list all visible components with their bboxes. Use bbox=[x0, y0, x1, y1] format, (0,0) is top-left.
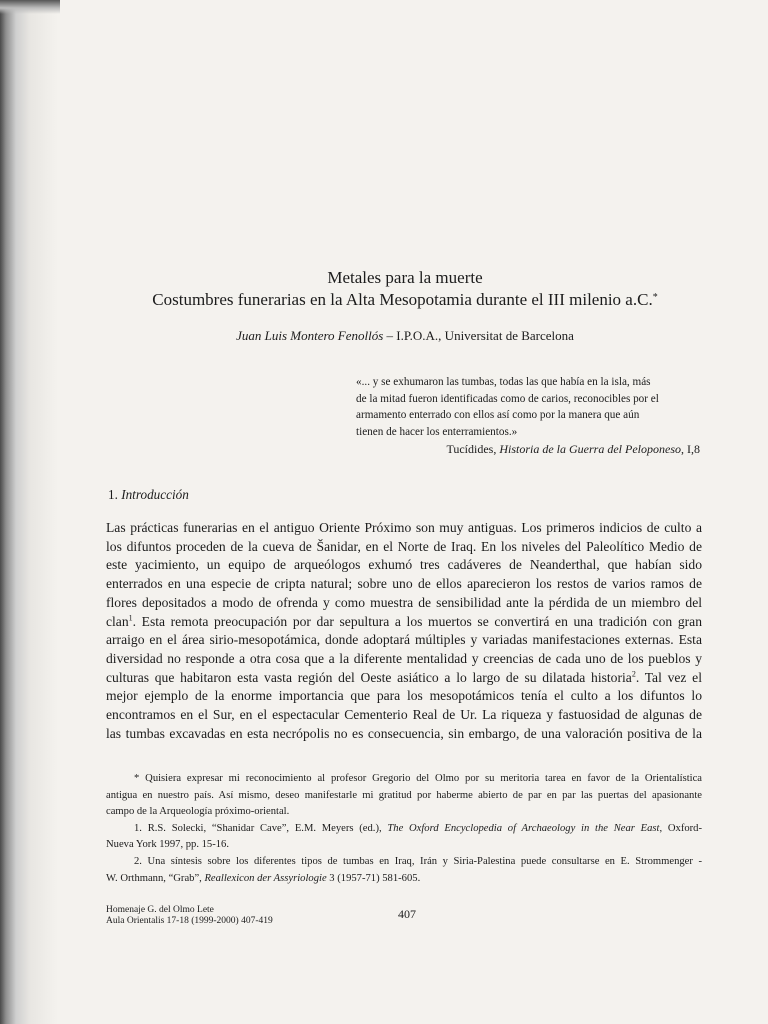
body-text: . Esta remota preocupación por dar sepultura a los muertos se convertirá en una tradición con gran bbox=[132, 613, 702, 629]
body-text: clan bbox=[106, 613, 129, 629]
epigraph-source-author: Tucídides, bbox=[446, 442, 500, 456]
body-line: enterrados en una especie de cripta natural; sobre uno de ellos aparecieron los restos de varios ramos de bbox=[106, 576, 702, 592]
footnote-star-line: * Quisiera expresar mi reconocimiento al profesor Gregorio del Olmo por su meritoria tarea en favor de la Orientalística bbox=[134, 773, 702, 784]
body-line: encontramos en el Sur, en el espectacular Cementerio Real de Ur. La riqueza y fastuosidad de algunas de bbox=[106, 707, 702, 723]
epigraph-line: «... y se exhumaron las tumbas, todas las que había en la isla, más bbox=[356, 376, 651, 388]
author-name: Juan Luis Montero Fenollós bbox=[236, 328, 384, 343]
footnote-star-line: antigua en nuestro país. Así mismo, deseo manifestarle mi gratitud por haberme abierto de par en par las puertas del apasionante bbox=[106, 789, 702, 801]
body-line: diversidad no responde a otra cosa que a la diferente mentalidad y creencias de cada uno de los pueblos y bbox=[106, 650, 702, 666]
footer-line-1: Homenaje G. del Olmo Lete bbox=[106, 905, 214, 915]
footnote-ref-2[interactable]: 2 bbox=[631, 669, 636, 679]
author-affiliation: – I.P.O.A., Universitat de Barcelona bbox=[383, 328, 574, 343]
epigraph bbox=[356, 374, 700, 440]
title-line-1: Metales para la muerte bbox=[327, 268, 483, 287]
body-line bbox=[106, 613, 702, 632]
footnote-text: 1. R.S. Solecki, “Shanidar Cave”, E.M. Meyers (ed.), bbox=[134, 822, 388, 834]
body-text: culturas que habitaron esta vasta región del Oeste asiático a lo largo de su dilatada historia bbox=[106, 669, 632, 685]
body-line: mejor ejemplo de la enorme importancia que para los mesopotámicos tenía el culto a los difuntos lo bbox=[106, 688, 702, 704]
footnote-1-line: Nueva York 1997, pp. 15-16. bbox=[106, 839, 230, 851]
footer-line-2: Aula Orientalis 17-18 (1999-2000) 407-419 bbox=[106, 916, 273, 926]
footnote-1-line bbox=[106, 821, 702, 838]
author-line bbox=[100, 328, 710, 344]
epigraph-source-work: Historia de la Guerra del Peloponeso bbox=[499, 442, 681, 456]
footnote-2-line: 2. Una síntesis sobre los diferentes tipos de tumbas en Iraq, Irán y Siria-Palestina puede consultarse en E. Strommenger - bbox=[134, 855, 702, 867]
article-title bbox=[100, 267, 710, 289]
page-number: 407 bbox=[398, 907, 416, 921]
section-number: 1. bbox=[108, 487, 122, 502]
footnote-star-line: campo de la Arqueología próximo-oriental. bbox=[106, 806, 290, 818]
epigraph-source bbox=[356, 442, 700, 457]
title-footnote-mark[interactable]: * bbox=[652, 292, 658, 303]
body-line: este yacimiento, un equipo de arqueólogos exhumó tres cadáveres de Neanderthal, que habían sido bbox=[106, 557, 702, 573]
footnotes bbox=[106, 771, 702, 887]
footnote-2-line bbox=[106, 871, 702, 888]
epigraph-line: de la mitad fueron identificadas como de carios, reconocibles por el bbox=[356, 392, 659, 405]
body-text: . Tal vez el bbox=[635, 669, 702, 685]
footnote-1-work: The Oxford Encyclopedia of Archaeology in the Near East bbox=[387, 822, 660, 834]
footnote-text: 3 (1957-71) 581-605. bbox=[326, 872, 421, 884]
body-paragraph bbox=[106, 519, 702, 743]
body-line: flores depositados a modo de ofrenda y como muestra de sensibilidad ante la pérdida de un miembro del bbox=[106, 594, 702, 610]
epigraph-source-ref: , I,8 bbox=[681, 442, 700, 456]
body-line: Las prácticas funerarias en el antiguo Oriente Próximo son muy antiguas. Los primeros indicios de culto a bbox=[106, 520, 702, 535]
section-title: Introducción bbox=[121, 487, 189, 502]
epigraph-line: tienen de hacer los enterramientos.» bbox=[356, 425, 518, 438]
body-line: las tumbas excavadas en esta necrópolis no es consecuencia, sin embargo, de una valoración positiva de la bbox=[106, 725, 702, 741]
section-heading bbox=[108, 487, 189, 503]
body-line: los difuntos proceden de la cueva de Šanidar, en el Norte de Iraq. En los niveles del Paleolítico Medio de bbox=[106, 538, 702, 554]
body-line: arraigo en el área sirio-mesopotámica, donde adoptará múltiples y variadas manifestaciones externas. Esta bbox=[106, 632, 702, 648]
title-line-2: Costumbres funerarias en la Alta Mesopotamia durante el III milenio a.C. bbox=[152, 290, 653, 309]
epigraph-line: armamento enterrado con ellos así como por la manera que aún bbox=[356, 409, 640, 421]
footnote-text: W. Orthmann, “Grab”, bbox=[106, 872, 205, 884]
footnote-text: , Oxford- bbox=[659, 822, 703, 834]
footnote-2-work: Reallexicon der Assyriologie bbox=[204, 872, 327, 884]
article-subtitle bbox=[100, 289, 710, 311]
running-footer bbox=[106, 905, 273, 927]
body-line bbox=[106, 669, 702, 688]
footnote-ref-1[interactable]: 1 bbox=[128, 612, 133, 622]
